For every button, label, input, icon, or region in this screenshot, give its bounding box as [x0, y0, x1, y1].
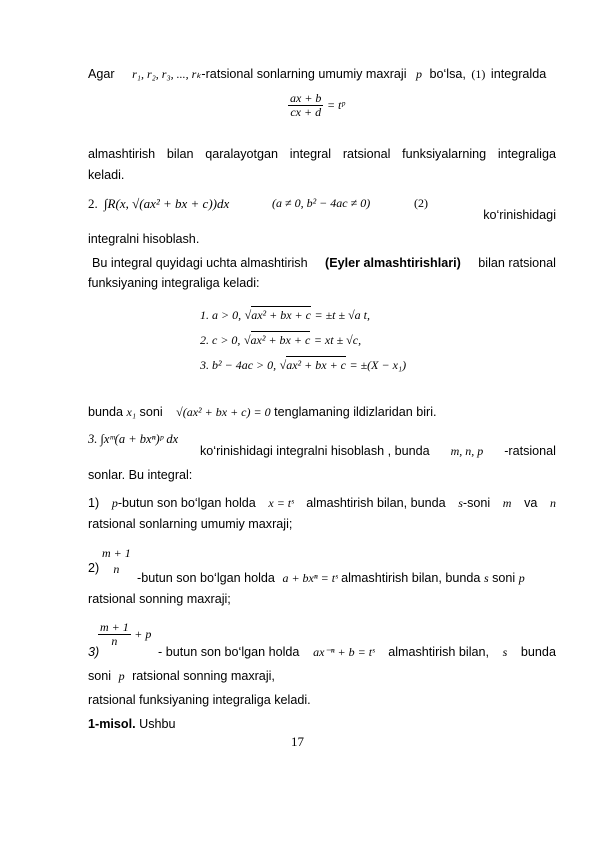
formula-plus-p: + p: [134, 626, 152, 641]
text-ratsional-sonning: ratsional sonning maxraji;: [88, 592, 231, 606]
euler-substitution-3: [200, 358, 406, 373]
fraction-numerator: m + 1: [100, 620, 129, 634]
text-bolsa: bo‘lsa,: [429, 67, 466, 81]
word: integraliga: [497, 147, 556, 161]
var-x1: x₁: [126, 405, 137, 419]
case-3-label: 3): [88, 645, 100, 659]
case-3-text: [158, 645, 556, 660]
text-bunda: bunda: [88, 405, 124, 419]
fraction-denominator: n: [113, 562, 120, 576]
word: bilan: [166, 147, 194, 161]
text-almashtirish-bilan: almashtirish bilan, bunda: [341, 571, 481, 585]
var-p: p: [518, 571, 525, 585]
var-m: m: [502, 496, 512, 510]
text-ratsional-sonlarning: ratsional sonlarning umumiy maxraji;: [88, 517, 293, 531]
sqrt-sign: √: [244, 308, 252, 322]
item-2-label: 2.: [88, 196, 98, 211]
case-2-fraction: [100, 547, 133, 576]
text-agar: Agar: [88, 67, 115, 81]
formula-root-equation: √(ax² + bx + c) = 0: [176, 405, 271, 419]
var-p: p: [118, 669, 125, 683]
formula-substitution-fraction: [288, 92, 345, 119]
text-soni: soni: [88, 669, 112, 683]
text-butun-son: - butun son bo‘lgan holda: [158, 645, 300, 659]
radicand: ax² + bx + c: [250, 333, 311, 347]
text-soni: soni: [492, 571, 516, 585]
formula-condition: (a ≠ 0, b² − 4ac ≠ 0): [272, 196, 371, 210]
formula-substitution: a + bxⁿ = tˢ: [282, 571, 338, 585]
text-soni: soni: [139, 405, 163, 419]
condition: 2. c > 0,: [200, 333, 241, 347]
word: almashtirish: [88, 147, 156, 161]
text-korinishidagi-integralni: ko‘rinishidagi integralni hisoblash , bunda: [200, 444, 430, 458]
fraction-denominator: cx + d: [290, 105, 322, 119]
condition: 1. a > 0,: [200, 308, 242, 322]
text-eyler-almashtirishlari: (Eyler almashtirishlari): [325, 256, 461, 270]
case-label: 1): [88, 496, 100, 510]
case-2-text: [137, 571, 525, 586]
radicand: ax² + bx + c: [286, 358, 346, 372]
example-text: Ushbu: [139, 717, 176, 731]
text-bu-integral: Bu integral quyidagi uchta almashtirish: [92, 256, 308, 270]
word: ratsional: [342, 147, 391, 161]
text-va: va: [524, 496, 538, 510]
case-2-label: 2): [88, 561, 100, 575]
case-3-line-2: [88, 669, 556, 684]
sqrt-sign: √: [279, 358, 287, 372]
text-ratsional-funksiyaning: ratsional funksiyaning integraliga keladi.: [88, 693, 311, 707]
paragraph-euler-intro: [88, 256, 556, 271]
text-sonlar-bu-integral: sonlar. Bu integral:: [88, 468, 193, 482]
var-s: s: [483, 571, 489, 585]
formula-integral-R: ∫R(x, √(ax² + bx + c))dx: [104, 196, 230, 211]
text-ratsional-sonning: ratsional sonning maxraji,: [132, 669, 275, 683]
var-p: p: [416, 67, 422, 81]
var-p: p: [111, 496, 118, 510]
right-hand-side: = ±t ± √a t,: [314, 308, 371, 322]
sqrt-sign: √: [243, 333, 251, 347]
var-mnp: m, n, p: [450, 444, 484, 458]
fraction-numerator: ax + b: [290, 91, 322, 105]
var-s: s: [458, 496, 463, 510]
text-soni: -soni: [462, 496, 491, 510]
item-3-text: [200, 444, 556, 459]
word: funksiyalarning: [402, 147, 487, 161]
text-almashtirish-bilan: almashtirish bilan, bunda: [306, 496, 446, 510]
condition: 3. b² − 4ac > 0,: [200, 358, 277, 372]
text-funksiyaning-integraliga: funksiyaning integraliga keladi:: [88, 276, 260, 290]
paragraph-almashtirish: [88, 147, 556, 162]
equation-ref-2: (2): [414, 196, 428, 210]
text-keladi: keladi.: [88, 168, 125, 182]
right-hand-side: = xt ± √c,: [313, 333, 362, 347]
text-butun-son: -butun son bo‘lgan holda: [117, 496, 256, 510]
text-ratsional: -ratsional: [504, 444, 556, 458]
fraction-numerator: m + 1: [102, 546, 131, 560]
text-korinishidagi: ko‘rinishidagi: [483, 208, 556, 222]
euler-substitution-2: [200, 333, 361, 348]
page-number: 17: [291, 734, 304, 749]
example-heading: [88, 717, 556, 732]
paragraph-intro: [88, 67, 556, 82]
formula-binomial-integral: 3. ∫xᵐ(a + bxⁿ)ᵖ dx: [88, 432, 179, 446]
right-hand-side: = ±(X − x₁): [349, 358, 407, 372]
text-integralni-hisoblash: integralni hisoblash.: [88, 232, 200, 246]
word: integral: [289, 147, 332, 161]
text-bunda: bunda: [520, 645, 556, 659]
formula-substitution: x = tˢ: [268, 496, 294, 510]
formula-r-list: r₁, r₂, r₃, ..., rₖ: [132, 67, 202, 81]
equation-ref-1: (1): [471, 67, 486, 81]
formula-rhs: = tᵖ: [326, 97, 345, 112]
formula-substitution: ax⁻ⁿ + b = tˢ: [313, 645, 375, 659]
text-ratsional-maxraji: -ratsional sonlarning umumiy maxraji: [201, 67, 407, 81]
radicand: ax² + bx + c: [251, 308, 311, 322]
text-tenglamaning: tenglamaning ildizlaridan biri.: [274, 405, 437, 419]
example-label: 1-misol.: [88, 717, 136, 731]
text-bilan-ratsional: bilan ratsional: [478, 256, 556, 270]
text-integralda: integralda: [490, 67, 547, 81]
var-s: s: [502, 645, 508, 659]
fraction-denominator: n: [111, 634, 118, 648]
case-3-fraction: [98, 621, 151, 648]
text-butun-son: -butun son bo‘lgan holda: [137, 571, 275, 585]
euler-substitution-1: [200, 308, 370, 323]
case-1: [88, 496, 556, 511]
paragraph-bunda-x1: [88, 405, 556, 420]
text-almashtirish-bilan: almashtirish bilan,: [388, 645, 489, 659]
var-n: n: [549, 496, 556, 510]
word: qaralayotgan: [205, 147, 279, 161]
